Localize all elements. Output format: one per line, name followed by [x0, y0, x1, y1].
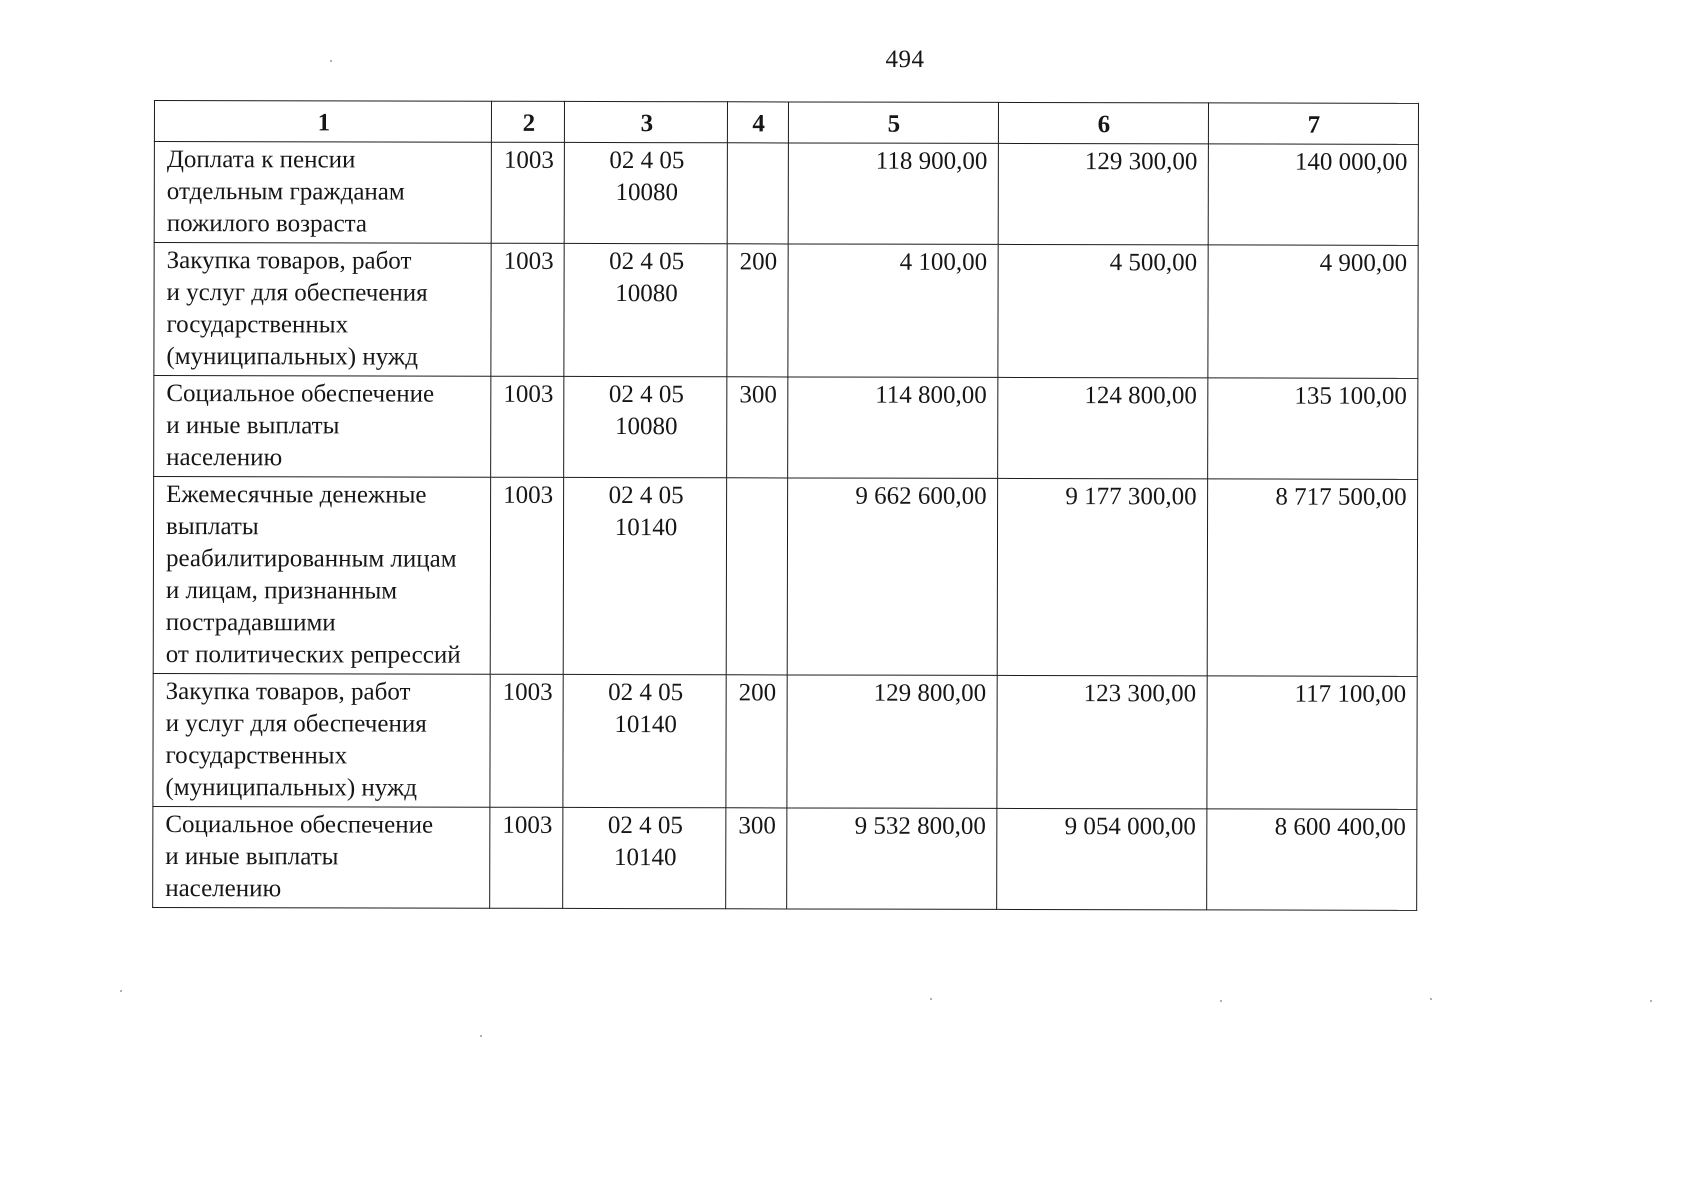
scan-speck — [1650, 1000, 1652, 1002]
amount-year1-cell: 118 900,00 — [788, 143, 998, 244]
amount-year3-cell: 140 000,00 — [1208, 144, 1418, 245]
amount-year2-cell: 9 054 000,00 — [996, 808, 1206, 909]
row-name-line: Социальное обеспечение — [165, 811, 434, 839]
budget-table — [152, 100, 1418, 911]
amount-year1-cell: 9 532 800,00 — [786, 808, 996, 909]
amount-year1-cell: 114 800,00 — [787, 377, 997, 478]
table-row — [153, 673, 1417, 809]
column-header: 6 — [998, 102, 1208, 143]
scan-speck — [120, 990, 122, 992]
expense-type-cell: 300 — [726, 808, 787, 909]
row-name-cell — [154, 243, 491, 377]
row-name-line: государственных — [166, 311, 349, 339]
row-name-cell — [153, 673, 490, 807]
expense-type-cell: 300 — [727, 377, 788, 478]
target-code-cell: 02 4 05 10140 — [563, 807, 726, 908]
amount-year3-cell: 4 900,00 — [1207, 245, 1417, 378]
expense-type-cell — [726, 478, 787, 675]
table-row — [154, 243, 1418, 379]
column-header: 1 — [154, 101, 491, 143]
amount-year3-cell: 135 100,00 — [1207, 378, 1417, 479]
row-name-line: (муниципальных) нужд — [165, 774, 418, 802]
row-name-line: и услуг для обеспечения — [165, 710, 427, 738]
amount-year1-cell: 9 662 600,00 — [787, 478, 997, 675]
row-name-line: Социальное обеспечение — [166, 380, 435, 408]
target-code-cell: 02 4 05 10140 — [563, 477, 726, 674]
row-name-cell — [154, 376, 491, 478]
column-header: 7 — [1208, 103, 1418, 144]
row-name-line: отдельным гражданам — [166, 178, 405, 206]
table-row — [154, 142, 1418, 246]
row-name-cell — [153, 477, 490, 675]
amount-year3-cell: 8 600 400,00 — [1206, 809, 1416, 910]
amount-year1-cell: 129 800,00 — [786, 675, 996, 808]
amount-year2-cell: 123 300,00 — [996, 675, 1206, 808]
table-row — [153, 477, 1417, 677]
column-header: 5 — [788, 102, 998, 143]
row-name-line: населению — [165, 875, 282, 903]
scan-speck — [1430, 998, 1432, 1000]
amount-year2-cell: 129 300,00 — [998, 143, 1208, 244]
row-name-line: от политических репрессий — [165, 641, 461, 669]
section-code-cell: 1003 — [490, 807, 563, 908]
row-name-line: реабилитированным лицам — [165, 545, 457, 573]
target-code-cell: 02 4 05 10140 — [563, 674, 726, 807]
amount-year2-cell: 9 177 300,00 — [997, 478, 1207, 675]
row-name-line: Закупка товаров, работ — [166, 247, 412, 275]
row-name-line: и услуг для обеспечения — [166, 279, 428, 307]
scan-speck — [1220, 1000, 1222, 1002]
row-name-cell — [154, 142, 491, 244]
row-name-line: Доплата к пенсии — [166, 146, 356, 174]
target-code-cell: 02 4 05 10080 — [564, 243, 727, 376]
row-name-line: пострадавшими — [165, 609, 336, 637]
section-code-cell: 1003 — [491, 376, 564, 477]
expense-type-cell — [727, 143, 788, 244]
row-name-line: Закупка товаров, работ — [165, 678, 411, 706]
section-code-cell: 1003 — [491, 142, 564, 243]
amount-year2-cell: 124 800,00 — [997, 377, 1207, 478]
column-header: 4 — [727, 102, 788, 143]
section-code-cell: 1003 — [490, 674, 563, 807]
expense-type-cell: 200 — [727, 244, 788, 377]
table-header-row — [154, 101, 1418, 145]
column-header: 2 — [491, 101, 564, 142]
table-row — [153, 806, 1417, 910]
row-name-line: и лицам, признанным — [165, 577, 398, 605]
scan-speck — [330, 60, 332, 62]
table-row — [154, 376, 1418, 480]
amount-year3-cell: 8 717 500,00 — [1207, 479, 1417, 676]
row-name-line: Ежемесячные денежные — [166, 481, 427, 509]
target-code-cell: 02 4 05 10080 — [564, 142, 727, 243]
table-body — [153, 142, 1418, 911]
row-name-line: и иные выплаты — [166, 412, 340, 440]
row-name-line: выплаты — [166, 513, 259, 541]
row-name-line: и иные выплаты — [165, 843, 339, 871]
row-name-cell — [153, 806, 490, 908]
amount-year3-cell: 117 100,00 — [1206, 676, 1416, 809]
section-code-cell: 1003 — [490, 477, 563, 674]
section-code-cell: 1003 — [491, 243, 564, 376]
expense-type-cell: 200 — [726, 675, 787, 808]
amount-year2-cell: 4 500,00 — [997, 244, 1207, 377]
target-code-cell: 02 4 05 10080 — [564, 376, 727, 477]
row-name-line: населению — [166, 444, 283, 472]
scan-speck — [930, 998, 932, 1000]
row-name-line: государственных — [165, 742, 348, 770]
amount-year1-cell: 4 100,00 — [787, 244, 997, 377]
row-name-line: (муниципальных) нужд — [166, 343, 418, 371]
scan-speck — [480, 1035, 482, 1037]
page-number: 494 — [885, 46, 925, 73]
row-name-line: пожилого возраста — [166, 210, 368, 238]
column-header: 3 — [564, 101, 727, 142]
